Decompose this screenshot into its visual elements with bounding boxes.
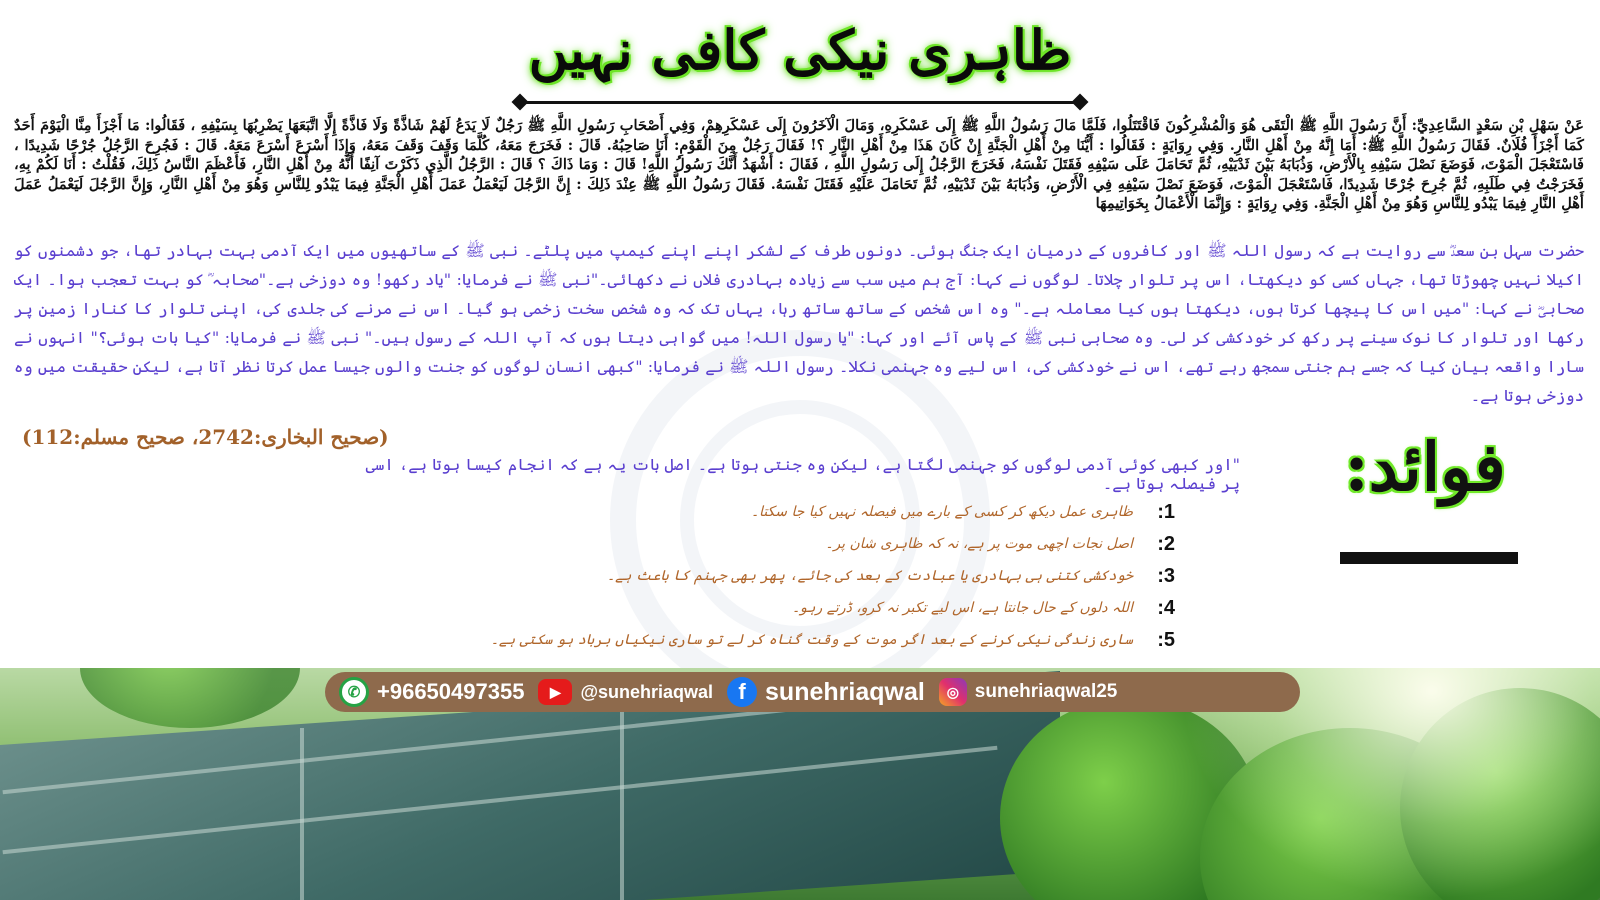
list-item [455,496,1175,528]
list-item [455,624,1175,656]
benefit-number: :2 [1157,532,1175,555]
benefit-text: ظاہری عمل دیکھ کر کسی کے بارے میں فیصلہ نہیں کیا جا سکتا۔ [750,504,1133,520]
list-item [455,528,1175,560]
building-frame-line [620,708,624,900]
arabic-hadith-text: عَنْ سَهْلِ بْنِ سَعْدٍ السَّاعِدِيِّ: أَنَّ رَسُولَ اللَّهِ ﷺ الْتَقَى هُوَ وَالْمُشْرِكُونَ فَاقْتَتَلُوا، فَلَمَّا مَالَ رَسُولُ اللَّهِ ﷺ إِلَى عَسْكَرِهِ، وَمَالَ الْآخَرُونَ إِلَى عَسْكَرِهِمْ، وَفِي أَصْحَابِ رَسُولِ اللَّهِ ﷺ رَجُلٌ لَا يَدَعُ لَهُمْ شَاذَّةً وَلَا فَاذَّةً إِلَّا اتَّبَعَهَا يَضْرِبُهَا بِسَيْفِهِ ، فَقَالُوا: مَا أَجْزَأَ مِنَّا الْيَوْمَ أَحَدٌ كَمَا أَجْزَأَ فُلَانٌ. فَقَالَ رَسُولُ اللَّهِ ﷺ: أَمَا إِنَّهُ مِنْ أَهْلِ النَّارِ. وَفِي رِوَايَةٍ : فَقَالُوا : أَيُّنَا مِنْ أَهْلِ الْجَنَّةِ إِنْ كَانَ هَذَا مِنْ أَهْلِ النَّارِ ؟! فَقَالَ رَجُلٌ مِنَ الْقَوْمِ: أَنَا صَاحِبُهُ. قَالَ : فَخَرَجَ مَعَهُ، كُلَّمَا وَقَفَ وَقَفَ مَعَهُ، وَإِذَا أَسْرَعَ أَسْرَعَ مَعَهُ. قَالَ : فَجُرِحَ الرَّجُلُ جُرْحًا شَدِيدًا ، فَاسْتَعْجَلَ الْمَوْتَ، فَوَضَعَ نَصْلَ سَيْفِهِ بِالْأَرْضِ، وَذُبَابَهُ بَيْنَ ثَدْيَيْهِ، ثُمَّ تَحَامَلَ عَلَى سَيْفِهِ فَقَتَلَ نَفْسَهُ، فَخَرَجَ الرَّجُلُ إِلَى رَسُولِ اللَّهِ ، فَقَالَ : أَشْهَدُ أَنَّكَ رَسُولُ اللَّهِ! قَالَ : وَمَا ذَاكَ ؟ قَالَ : الرَّجُلُ الَّذِي ذَكَرْتَ آنِفًا أَنَّهُ مِنْ أَهْلِ النَّارِ، فَأَعْظَمَ النَّاسُ ذَلِكَ، فَقُلْتُ : أَنَا لَكُمْ بِهِ، فَخَرَجْتُ فِي طَلَبِهِ، ثُمَّ جُرِحَ جُرْحًا شَدِيدًا، فَاسْتَعْجَلَ الْمَوْتَ، فَوَضَعَ نَصْلَ سَيْفِهِ فِي الْأَرْضِ، وَذُبَابَهُ بَيْنَ ثَدْيَيْهِ، ثُمَّ تَحَامَلَ عَلَيْهِ فَقَتَلَ نَفْسَهُ. فَقَالَ رَسُولُ اللَّهِ ﷺ عِنْدَ ذَلِكَ : إِنَّ الرَّجُلَ لَيَعْمَلُ عَمَلَ أَهْلِ الْجَنَّةِ فِيمَا يَبْدُو لِلنَّاسِ وَهُوَ مِنْ أَهْلِ النَّارِ، وَإِنَّ الرَّجُلَ لَيَعْمَلُ عَمَلَ أَهْلِ النَّارِ فِيمَا يَبْدُو لِلنَّاسِ وَهُوَ مِنْ أَهْلِ الْجَنَّةِ. وَفِي رِوَايَةٍ : وَإِنَّمَا الْأَعْمَالُ بِخَوَاتِيمِهَا [14,117,1584,212]
list-item [455,592,1175,624]
facebook-icon: f [727,677,757,707]
title-divider [520,101,1080,104]
benefits-heading: فوائد: [1344,428,1506,506]
building-frame-line [300,728,304,900]
page-title: ظاہری نیکی کافی نہیں [528,18,1072,82]
whatsapp-number: +96650497355 [377,679,525,704]
facebook-handle: sunehriaqwal [765,677,925,706]
youtube-handle: @sunehriaqwal [580,681,714,702]
benefits-list [455,496,1175,656]
whatsapp-contact[interactable] [339,677,524,707]
facebook-link[interactable] [727,677,925,707]
benefit-text: اللہ دلوں کے حال جانتا ہے، اس لیے تکبر نہ کرو، ڈرتے رہو۔ [791,600,1133,616]
benefit-number: :4 [1157,596,1175,619]
instagram-link[interactable] [939,678,1118,706]
urdu-translation-text: حضرت سہل بن سعدؓ سے روایت ہے کہ رسول اللہ ﷺ اور کافروں کے درمیان ایک جنگ ہوئی۔ دونوں طرف کے لشکر اپنے اپنے کیمپ میں پلٹے۔ نبی ﷺ کے ساتھیوں میں ایک آدمی بہت بہادر تھا، جو دشمنوں کو اکیلا نہیں چھوڑتا تھا، جہاں کسی کو دیکھتا، اس پر تلوار چلاتا۔ لوگوں نے کہا: آج ہم میں سب سے زیادہ بہادری فلاں نے دکھائی۔"نبی ﷺ نے فرمایا: "یاد رکھو! وہ دوزخی ہے۔"صحابہ ؓ کو بہت تعجب ہوا۔ ایک صحابیؓ نے کہا: "میں اس کا پیچھا کرتا ہوں، دیکھتا ہوں کیا معاملہ ہے۔" وہ اس شخص کے ساتھ ساتھ رہا، یہاں تک کہ وہ شخص سخت زخمی ہو گیا۔ اس نے مرنے کی جلدی کی، اپنی تلوار کا کنارا زمین پر رکھا اور تلوار کا نوک سینے پر رکھ کر خودکشی کر لی۔ وہ صحابی نبی ﷺ کے پاس آئے اور کہا: "یا رسول اللہ! میں گواہی دیتا ہوں کہ آپ اللہ کے رسول ہیں۔" نبی ﷺ نے فرمایا: "کیا بات ہوئی؟" انہوں نے سارا واقعہ بیان کیا کہ جسے ہم جنتی سمجھ رہے تھے، اس نے خودکشی کی، اس لیے وہ جہنمی نکلا۔ رسول اللہ ﷺ نے فرمایا: "کبھی انسان لوگوں کو جنت والوں جیسا عمل کرتا نظر آتا ہے، لیکن حقیقت میں وہ دوزخی ہوتا ہے۔ [14,241,1585,405]
benefit-text: ساری زندگی نیکی کرنے کے بعد اگر موت کے وقت گناہ کر لے تو ساری نیکیاں برباد ہو سکتی ہے۔ [490,632,1133,648]
youtube-link[interactable] [538,679,713,705]
whatsapp-icon: ✆ [339,677,369,707]
benefits-heading-underline [1340,552,1518,564]
youtube-icon: ▶ [538,679,572,705]
benefit-number: :3 [1157,564,1175,587]
list-item [455,560,1175,592]
social-media-bar [325,672,1300,712]
benefit-number: :5 [1157,628,1175,651]
instagram-handle: sunehriaqwal25 [974,681,1118,702]
title-rule-right-dot [1072,94,1089,111]
tree-foliage [80,668,300,728]
benefit-text: اصل نجات اچھی موت پر ہے، نہ کہ ظاہری شان پر۔ [825,536,1133,552]
benefit-text: خودکشی کتنی ہی بہادری یا عبادت کے بعد کی جائے، پھر بھی جہنم کا باعث ہے۔ [606,568,1133,584]
instagram-icon: ◎ [939,678,967,706]
benefit-number: :1 [1157,500,1175,523]
urdu-translation-ending: "اور کبھی کوئی آدمی لوگوں کو جہنمی لگتا ہے، لیکن وہ جنتی ہوتا ہے۔ اصل بات یہ ہے کہ انجام کیسا ہوتا ہے، اسی پر فیصلہ ہوتا ہے۔ [365,455,1240,493]
hadith-reference: (صحیح البخاری:2742، صحیح مسلم:112) [22,425,389,449]
